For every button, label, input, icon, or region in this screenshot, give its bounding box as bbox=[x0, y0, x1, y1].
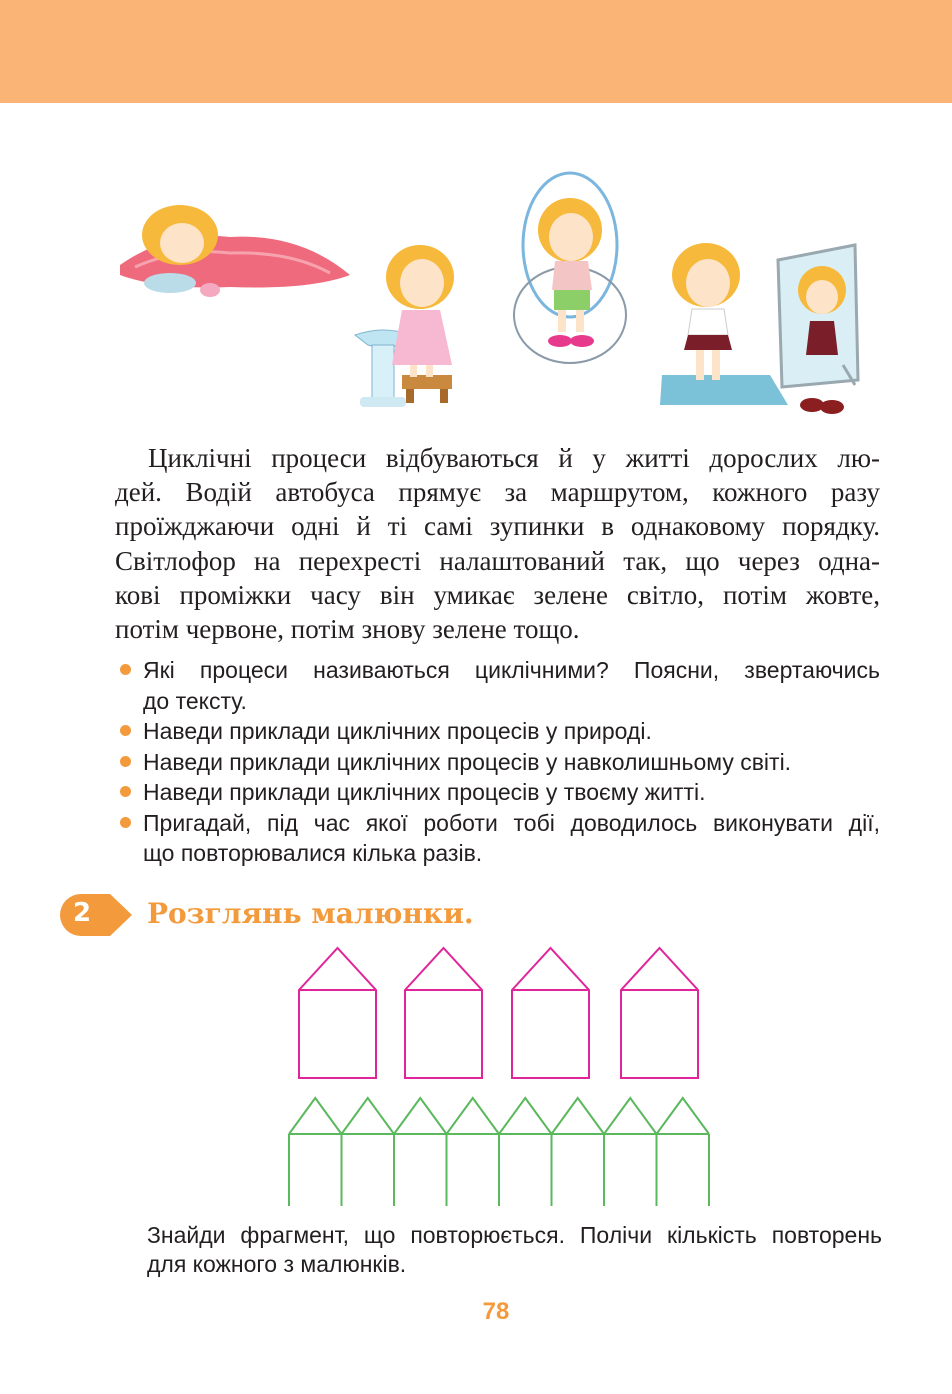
paragraph-line: потім червоне, потім знову зелене тощо. bbox=[115, 614, 580, 645]
house-figure bbox=[299, 948, 376, 1078]
task-title: Розглянь малюнки. bbox=[147, 897, 474, 930]
question-item bbox=[118, 655, 880, 716]
paragraph-line: проїжджаючи одні й ті самі зупинки в однаковому порядку. bbox=[115, 511, 880, 542]
fence-segment bbox=[499, 1098, 552, 1206]
question-list bbox=[118, 655, 880, 869]
bullet-icon bbox=[120, 725, 131, 736]
pattern-drawing bbox=[280, 940, 730, 1210]
question-item bbox=[118, 777, 880, 808]
question-line: до тексту. bbox=[143, 687, 247, 714]
bullet-icon bbox=[120, 817, 131, 828]
girl-brushing-teeth-icon bbox=[355, 245, 454, 407]
fence-segment bbox=[657, 1098, 710, 1206]
girl-sleeping-icon bbox=[120, 205, 350, 297]
question-line: що повторювалися кілька разів. bbox=[143, 840, 483, 866]
paragraph-line: кові проміжки часу він умикає зелене світло, потім жовте, bbox=[115, 579, 880, 610]
girl-at-mirror-icon bbox=[660, 243, 858, 414]
question-line: Наведи приклади циклічних процесів у природі. bbox=[143, 718, 652, 744]
main-paragraph bbox=[115, 441, 880, 646]
fence-segment bbox=[342, 1098, 395, 1206]
house-figure bbox=[405, 948, 482, 1078]
fence-segment bbox=[289, 1098, 342, 1206]
fence-segment bbox=[552, 1098, 605, 1206]
fence-segment bbox=[394, 1098, 447, 1206]
task-number-badge bbox=[60, 894, 132, 936]
paragraph-line: Циклічні процеси відбуваються й у житті дорослих лю- bbox=[148, 443, 880, 473]
task-instruction-line: Знайди фрагмент, що повторюється. Полічи кількість повторень bbox=[147, 1222, 882, 1248]
bullet-icon bbox=[120, 756, 131, 767]
paragraph-line: Світлофор на перехресті налаштований так, що через одна- bbox=[115, 545, 880, 576]
task-instruction-line: для кожного з малюнків. bbox=[147, 1251, 407, 1277]
fence-segment bbox=[604, 1098, 657, 1206]
question-item bbox=[118, 747, 880, 778]
question-line: Пригадай, під час якої роботи тобі доводилось виконувати дії, bbox=[143, 809, 880, 836]
question-line: Які процеси називаються циклічними? Поясни, звертаючись bbox=[143, 657, 880, 683]
task-instruction bbox=[147, 1221, 882, 1279]
task-header bbox=[60, 894, 474, 936]
house-figure bbox=[512, 948, 589, 1078]
question-item bbox=[118, 716, 880, 747]
house-figure bbox=[621, 948, 698, 1078]
paragraph-line: дей. Водій автобуса прямує за маршрутом, кожного разу bbox=[115, 477, 880, 508]
page-number: 78 bbox=[482, 1298, 510, 1325]
girl-jumping-rope-icon bbox=[514, 173, 626, 363]
bullet-icon bbox=[120, 664, 131, 675]
fence-segment bbox=[447, 1098, 500, 1206]
question-line: Наведи приклади циклічних процесів у навколишньому світі. bbox=[143, 748, 792, 775]
illustrations-strip bbox=[110, 165, 870, 420]
question-item bbox=[118, 808, 880, 869]
pattern-figures bbox=[280, 940, 730, 1215]
task-number: 2 bbox=[73, 898, 92, 928]
bullet-icon bbox=[120, 786, 131, 797]
question-line: Наведи приклади циклічних процесів у твоєму житті. bbox=[143, 779, 706, 805]
header-band bbox=[0, 0, 952, 103]
